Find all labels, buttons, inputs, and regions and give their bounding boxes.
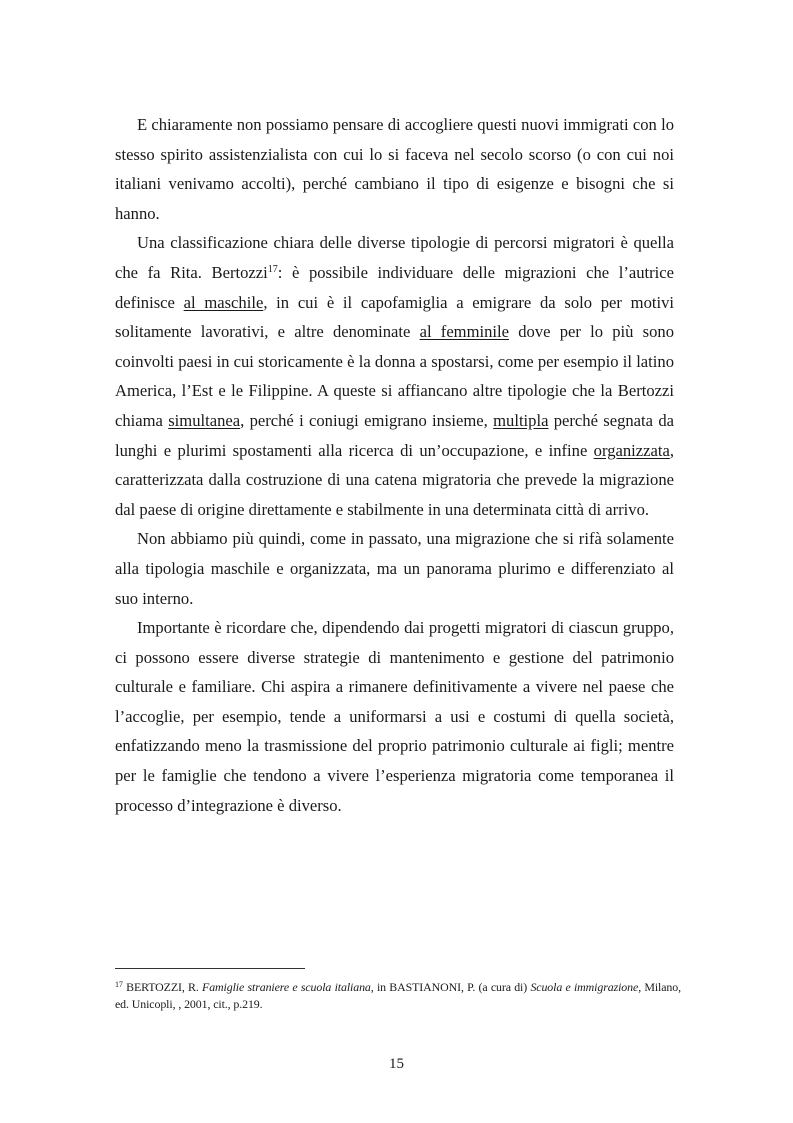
paragraph-1: E chiaramente non possiamo pensare di accogliere questi nuovi immigrati con lo stesso spirito assistenzialista con cui lo si faceva nel secolo scorso (o con cui noi italiani venivamo accolti), perché cambiano il tipo di esigenze e bisogni che si hanno.	[115, 115, 674, 223]
text-run: Una classificazione chiara delle diverse tipologie di percorsi migratori è quella che fa Rita. Bertozzi	[115, 233, 674, 282]
footnote-separator	[115, 968, 305, 969]
footnote-title-2: Scuola e immigrazione	[530, 980, 639, 994]
term-al-maschile: al maschile	[183, 292, 264, 312]
text-run: dove per lo più sono coinvolti paesi in cui storicamente è la donna a spostarsi, come per esempio il latino America, l’Est e le Filippine. A queste si affiancano altre tipologie che la Bertozzi chiama	[115, 322, 675, 430]
text-run: : è possibile individuare delle migrazioni che l’autrice definisce	[115, 262, 674, 312]
text-run: , in cui è il capofamiglia a emigrare da solo per motivi solitamente lavorativi, e altre denominate	[115, 292, 674, 342]
footnote-middle: , in BASTIANONI, P. (a cura di)	[370, 980, 531, 994]
term-organizzata: organizzata	[593, 440, 670, 460]
term-al-femminile: al femminile	[419, 322, 509, 342]
term-multipla: multipla	[493, 410, 549, 430]
footnote-author: BERTOZZI, R.	[122, 980, 203, 994]
paragraph-2	[115, 228, 674, 524]
footnote-rest: , Milano, ed. Unicopli, , 2001, cit., p.219.	[115, 980, 681, 1011]
text-run: , perché i coniugi emigrano insieme,	[240, 410, 494, 430]
text-run: , caratterizzata dalla costruzione di una catena migratoria che prevede la migrazione dal paese di origine direttamente e stabilmente in una determinata città di arrivo.	[115, 440, 674, 519]
paragraph-3: Non abbiamo più quindi, come in passato, una migrazione che si rifà solamente alla tipologia maschile e organizzata, ma un panorama plurimo e differenziato al suo interno.	[115, 529, 674, 608]
term-simultanea: simultanea	[168, 410, 241, 430]
footnote-number: 17	[115, 980, 123, 989]
body-text	[115, 110, 674, 820]
footnote-title-1: Famiglie straniere e scuola italiana	[202, 980, 371, 994]
footnote	[115, 979, 681, 1013]
paragraph-4: Importante è ricordare che, dipendendo dai progetti migratori di ciascun gruppo, ci possono essere diverse strategie di mantenimento e gestione del patrimonio culturale e familiare. Chi aspira a rimanere definitivamente a vivere nel paese che l’accoglie, per esempio, tende a uniformarsi a usi e costumi di quella società, enfatizzando meno la trasmissione del proprio patrimonio culturale ai figli; mentre per le famiglie che tendono a vivere l’esperienza migratoria come temporanea il processo d’integrazione è diverso.	[115, 618, 674, 815]
text-run: perché segnata da lunghi e plurimi spostamenti alla ricerca di un’occupazione, e infine	[115, 410, 674, 460]
page-number: 15	[389, 1056, 404, 1072]
footnote-reference[interactable]: 17	[267, 263, 278, 275]
